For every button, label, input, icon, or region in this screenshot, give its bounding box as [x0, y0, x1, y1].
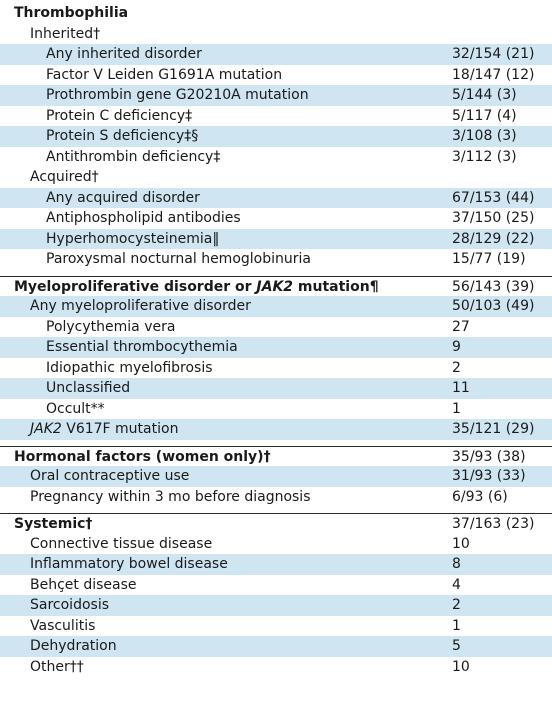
row-value: 8 — [452, 556, 461, 572]
row-label: Hormonal factors (women only)† — [14, 448, 271, 465]
row-label: Thrombophilia — [14, 5, 129, 21]
row-value: 37/163 (23) — [452, 516, 535, 532]
row-label: Oral contraceptive use — [30, 468, 190, 484]
table-row — [0, 466, 552, 487]
table-row — [0, 513, 552, 535]
row-label: Paroxysmal nocturnal hemoglobinuria — [46, 251, 311, 267]
table-row — [0, 446, 552, 468]
row-label: Vasculitis — [30, 617, 96, 634]
row-label: Antithrombin deficiency‡ — [46, 148, 221, 165]
row-label: Any inherited disorder — [46, 46, 202, 62]
row-value: 10 — [452, 535, 470, 552]
row-label: Pregnancy within 3 mo before diagnosis — [30, 488, 311, 505]
table-row — [0, 575, 552, 596]
table-row — [0, 65, 552, 86]
row-value: 1 — [452, 617, 461, 634]
row-value: 32/154 (21) — [452, 46, 535, 62]
row-label: JAK2 V617F mutation — [30, 421, 179, 437]
table-row — [0, 317, 552, 338]
row-value: 11 — [452, 380, 470, 396]
row-label: Antiphospholipid antibodies — [46, 210, 241, 226]
table-row — [0, 534, 552, 555]
row-label: Protein S deficiency‡§ — [46, 128, 199, 144]
row-label: Protein C deficiency‡ — [46, 107, 193, 124]
row-label: Occult** — [46, 400, 105, 417]
row-label: Prothrombin gene G20210A mutation — [46, 87, 309, 103]
row-label: Inherited† — [30, 25, 101, 42]
row-value: 3/108 (3) — [452, 128, 517, 144]
row-value: 67/153 (44) — [452, 189, 535, 206]
row-label: Acquired† — [30, 169, 99, 185]
table-row — [0, 188, 552, 209]
table-row — [0, 208, 552, 229]
table-row — [0, 399, 552, 420]
table-row — [0, 337, 552, 358]
row-label: Hyperhomocysteinemia‖ — [46, 230, 220, 247]
row-value: 37/150 (25) — [452, 210, 535, 226]
row-label: Behçet disease — [30, 576, 137, 593]
row-value: 35/93 (38) — [452, 448, 526, 465]
row-value: 9 — [452, 339, 461, 355]
row-label: Any acquired disorder — [46, 189, 200, 206]
table-row — [0, 296, 552, 317]
row-label: Other†† — [30, 658, 84, 675]
row-value: 4 — [452, 576, 461, 593]
row-value: 3/112 (3) — [452, 148, 517, 165]
row-value: 2 — [452, 359, 461, 376]
table-row — [0, 616, 552, 637]
table-row — [0, 3, 552, 24]
row-label: Any myeloproliferative disorder — [30, 298, 251, 314]
row-value: 50/103 (49) — [452, 298, 535, 314]
row-value: 10 — [452, 658, 470, 675]
row-label: Systemic† — [14, 516, 93, 532]
row-label: Sarcoidosis — [30, 597, 109, 613]
row-value: 27 — [452, 318, 470, 335]
table-row — [0, 657, 552, 678]
row-label: Dehydration — [30, 638, 117, 654]
row-value: 1 — [452, 400, 461, 417]
table-row — [0, 378, 552, 399]
table-row — [0, 636, 552, 657]
row-label: Unclassified — [46, 380, 131, 396]
row-value: 18/147 (12) — [452, 66, 535, 83]
table-row — [0, 229, 552, 250]
row-value: 2 — [452, 597, 461, 613]
table-row — [0, 249, 552, 270]
table-row — [0, 147, 552, 168]
row-value: 28/129 (22) — [452, 230, 535, 247]
row-value: 5 — [452, 638, 461, 654]
row-label: Inflammatory bowel disease — [30, 556, 228, 572]
table-row — [0, 595, 552, 616]
table-row — [0, 487, 552, 508]
table-row — [0, 419, 552, 440]
row-value: 56/143 (39) — [452, 278, 535, 295]
table-row — [0, 358, 552, 379]
row-label: Essential thrombocythemia — [46, 339, 238, 355]
row-label: Factor V Leiden G1691A mutation — [46, 66, 283, 83]
table-row — [0, 85, 552, 106]
row-value: 35/121 (29) — [452, 421, 535, 437]
table-row — [0, 44, 552, 65]
row-value: 5/144 (3) — [452, 87, 517, 103]
table-row — [0, 554, 552, 575]
row-label: Idiopathic myelofibrosis — [46, 359, 213, 376]
row-value: 5/117 (4) — [452, 107, 517, 124]
table-row — [0, 167, 552, 188]
table-row — [0, 126, 552, 147]
row-value: 15/77 (19) — [452, 251, 526, 267]
row-value: 6/93 (6) — [452, 488, 508, 505]
table-row — [0, 276, 552, 298]
row-label: Polycythemia vera — [46, 318, 176, 335]
row-label: Myeloproliferative disorder or JAK2 mutation¶ — [14, 278, 379, 295]
table-row — [0, 24, 552, 45]
table-row — [0, 106, 552, 127]
row-value: 31/93 (33) — [452, 468, 526, 484]
row-label: Connective tissue disease — [30, 535, 213, 552]
